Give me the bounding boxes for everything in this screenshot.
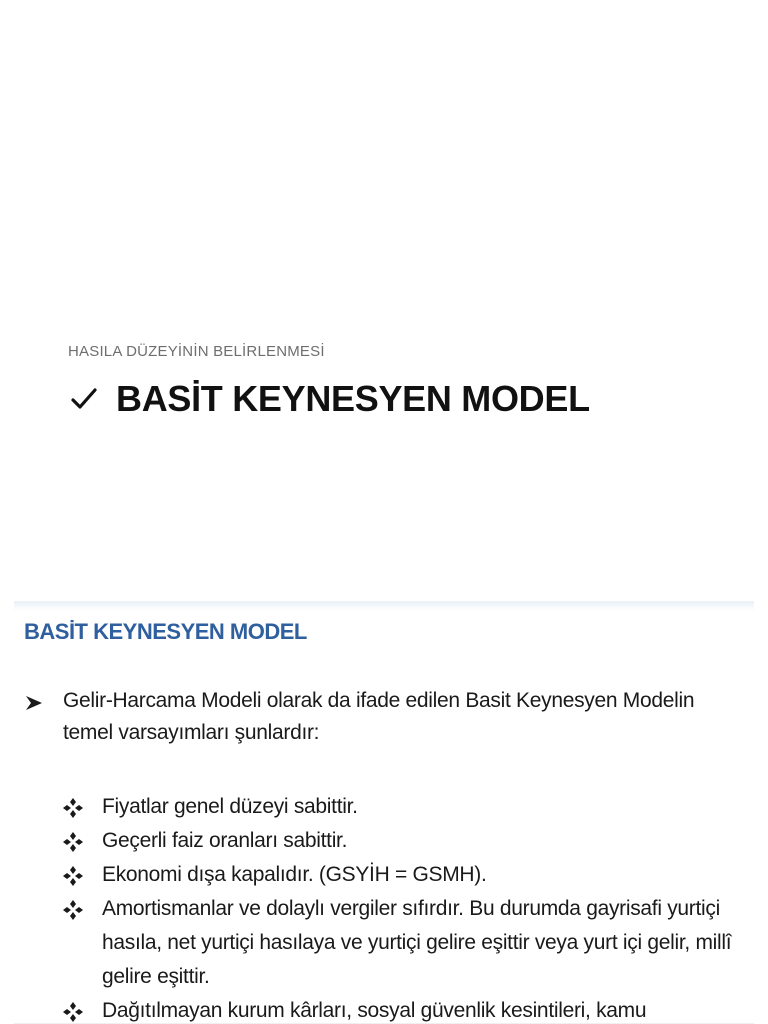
four-diamond-bullet-icon: [62, 898, 84, 920]
list-item-text: Amortismanlar ve dolaylı vergiler sıfırdır. Bu durumda gayrisafi yurtiçi hasıla, net yurtiçi hasılaya ve yurtiçi gelire eşittir veya yurt içi gelir, millî gelire eşittir.: [102, 897, 732, 988]
list-item: [62, 790, 742, 824]
checkmark-icon: [70, 385, 98, 413]
assumption-list: [62, 790, 742, 1024]
list-item: [62, 892, 742, 994]
slide-lead-text: Gelir-Harcama Modeli olarak da ifade edilen Basit Keynesyen Modelin temel varsayımları şunlardır:: [63, 689, 695, 744]
four-diamond-bullet-icon: [62, 1000, 84, 1022]
list-item: [62, 824, 742, 858]
list-item-text: Geçerli faiz oranları sabittir.: [102, 829, 348, 852]
list-item-text: Fiyatlar genel düzeyi sabittir.: [102, 795, 358, 818]
page-title: BASİT KEYNESYEN MODEL: [116, 378, 590, 419]
list-item: [62, 994, 742, 1024]
arrow-bullet-icon: [24, 693, 44, 713]
four-diamond-bullet-icon: [62, 864, 84, 886]
heading-row: [70, 378, 590, 420]
slide-image: [14, 601, 754, 1024]
slide-top-band: [14, 601, 754, 611]
slide-title: BASİT KEYNESYEN MODEL: [24, 619, 307, 644]
section-subtitle: HASILA DÜZEYİNİN BELİRLENMESİ: [68, 343, 325, 360]
list-item-text: Ekonomi dışa kapalıdır. (GSYİH = GSMH).: [102, 863, 487, 886]
slide-lead-paragraph: [24, 685, 723, 749]
list-item: [62, 858, 742, 892]
list-item-text: Dağıtılmayan kurum kârları, sosyal güvenlik kesintileri, kamu: [102, 999, 647, 1022]
four-diamond-bullet-icon: [62, 796, 84, 818]
four-diamond-bullet-icon: [62, 830, 84, 852]
